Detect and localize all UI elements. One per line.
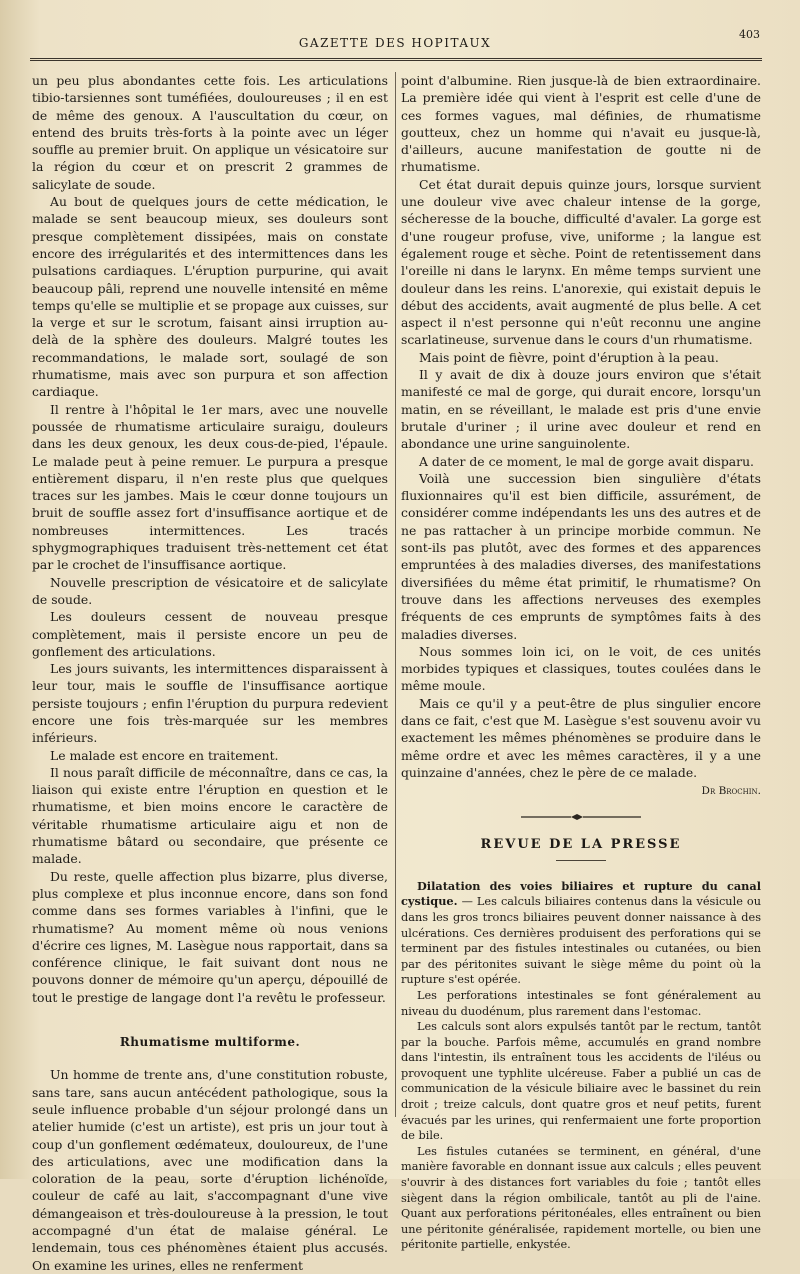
review-section-title: REVUE DE LA PRESSE (480, 837, 682, 853)
right-column (401, 72, 761, 1253)
paragraph: Les douleurs cessent de nouveau presque complètement, mais il persiste encore un peu de gonflement des articulations. (32, 609, 388, 659)
paragraph: Au bout de quelques jours de cette médication, le malade se sent beaucoup mieux, ses douleurs sont presque complètement dissipées, mais on constate encore des irrégularités et des intermittences dans les pulsations cardiaques. L'éruption purpurine, qui avait beaucoup pâli, reprend une nouvelle intensité en même temps qu'elle se multiplie et se propage aux cuisses, sur la verge et sur le scrotum, faisant ainsi irruption au-delà de la sphère des douleurs. Malgré toutes les recommandations, le malade sort, soulagé de son rhumatisme, mais avec son purpura et son affection cardiaque. (32, 194, 388, 400)
spacer (32, 1006, 388, 1018)
paragraph: Il nous paraît difficile de méconnaître, dans ce cas, la liaison qui existe entre l'éruption en question et le rhumatisme, et bien moins encore le caractère de véritable rhumatisme articulaire aigu et non de rhumatisme bâtard ou secondaire, que présente ce malade. (32, 764, 388, 867)
paragraph: — Les calculs biliaires contenus dans la vésicule ou dans les gros troncs biliaires peuvent donner naissance à des ulcérations. Ces dernières produisent des perforations qui se terminent par des fistules intestinales ou cutanées, ou bien par des péritonites suivant le siège même du point où la rupture s'est opérée. (401, 895, 761, 987)
paragraph: Nous sommes loin ici, on le voit, de ces unités morbides typiques et classiques, toutes coulées dans le même moule. (401, 643, 761, 694)
header-rule (30, 58, 762, 61)
author-signature: Dr Brochin. (701, 785, 761, 798)
paragraph: Du reste, quelle affection plus bizarre, plus diverse, plus complexe et plus inconnue encore, dans son fond comme dans ses formes variables à l'infini, que le rhumatisme? Au moment même où nous venions d'écrire ces lignes, M. Lasègue nous rapportait, dans sa conférence clinique, le fait suivant dont nous ne pouvons donner de mémoire qu'un aperçu, dépouillé de tout le prestige de langage dont l'a revêtu le professeur. (32, 868, 388, 1005)
column-divider (395, 72, 396, 1117)
paragraph: Les fistules cutanées se terminent, en général, d'une manière favorable en donnant issue aux calculs ; elles peuvent s'ouvrir à des distances fort variables du foie ; tantôt elles siègent dans la région ombilicale, tantôt au pli de l'aine. Quant aux perforations péritonéales, elles entraînent ou bien une péritonite généralisée, rapidement mortelle, ou bien une péritonite partielle, enkystée. (401, 1144, 761, 1252)
paragraph: un peu plus abondantes cette fois. Les articulations tibio-tarsiennes sont tuméfiées, douloureuses ; il en est de même des genoux. A l'auscultation du cœur, on entend des bruits très-forts à la pointe avec un léger souffle au premier bruit. On applique un vésicatoire sur la région du cœur et on prescrit 2 grammes de salicylate de soude. (32, 73, 388, 192)
publication-title: GAZETTE DES HOPITAUX (298, 36, 492, 50)
article-title: Dilatation des voies biliaires et rupture du canal cystique. (401, 878, 761, 909)
paragraph: Il rentre à l'hôpital le 1er mars, avec une nouvelle poussée de rhumatisme articulaire suraigu, douleurs dans les deux genoux, les deux cous-de-pied, l'épaule. Le malade peut à peine remuer. Le purpura a presque entièrement disparu, il n'en reste plus que quelques traces sur les jambes. Mais le cœur donne toujours un bruit de souffle assez fort d'insuffisance aortique et de nombreuses intermittences. Les tracés sphygmographiques traduisent très-nettement cet état par le crochet de l'insuffisance aortique. (32, 401, 388, 573)
paragraph: Mais point de fièvre, point d'éruption à la peau. (419, 349, 719, 365)
article-body (401, 879, 761, 1253)
paragraph: Les calculs sont alors expulsés tantôt par le rectum, tantôt par la bouche. Parfois même, accumulés en grand nombre dans l'intestin, ils entraînent tous les accidents de l'iléus ou provoquent une typhlite ulcéreuse. Faber a publié un cas de communication de la vésicule biliaire avec le bassinet du rein droit ; treize calculs, dont quatre gros et neuf petits, furent évacués par les urines, qui renfermaient une forte proportion de bile. (401, 1020, 761, 1143)
paragraph: Le malade est encore en traitement. (50, 747, 279, 763)
section-title: Rhumatisme multiforme. (119, 1035, 301, 1050)
paragraph: Il y avait de dix à douze jours environ que s'était manifesté ce mal de gorge, qui durait encore, lorsqu'un matin, en se réveillant, le malade est pris d'une envie brutale d'uriner ; il urine avec douleur et rend en abondance une urine sanguinolente. (401, 367, 761, 452)
paragraph: Les jours suivants, les intermittences disparaissent à leur tour, mais le souffle de l'insuffisance aortique persiste toujours ; enfin l'éruption du purpura redevient encore une fois très-marquée sur les membres inférieurs. (32, 661, 388, 746)
paragraph: Voilà une succession bien singulière d'états fluxionnaires qu'il est bien difficile, assurément, de considérer comme indépendants les uns des autres et de ne pas rattacher à un principe morbide commun. Ne sont-ils pas plutôt, avec des formes et des apparences empruntées à des maladies diverses, des manifestations diversifiées du même état primitif, le rhumatisme? On trouve dans les affections nerveuses des exemples fréquents de ces emprunts de symptômes faits à des maladies diverses. (401, 470, 761, 642)
paragraph: A dater de ce moment, le mal de gorge avait disparu. (419, 453, 754, 469)
page-number: 403 (739, 28, 760, 41)
paragraph: Cet état durait depuis quinze jours, lorsque survient une douleur vive avec chaleur intense de la gorge, sécheresse de la bouche, difficulté d'avaler. La gorge est d'une rougeur profuse, vive, uniforme ; la langue est également rouge et sèche. Point de retentissement dans l'oreille ni dans le larynx. En même temps survient une douleur dans les reins. L'anorexie, qui existait depuis le début des accidents, avait augmenté de plus belle. A cet aspect il n'est personne qui n'eût reconnu une angine scarlatineuse, survenue dans le cours d'un rhumatisme. (401, 176, 761, 348)
paragraph: point d'albumine. Rien jusque-là de bien extraordinaire. La première idée qui vient à l'esprit est celle d'une de ces formes vagues, mal définies, de rhumatisme goutteux, chez un homme qui n'avait eu jusque-là, d'ailleurs, aucune manifestation de goutte ni de rhumatisme. (401, 73, 761, 175)
paragraph: Un homme de trente ans, d'une constitution robuste, sans tare, sans aucun antécédent pathologique, sous la seule influence probable d'un séjour prolongé dans un atelier humide (c'est un artiste), est pris un jour tout à coup d'un gonflement œdémateux, douloureux, de l'une des articulations, avec une modification dans la coloration de la peau, sorte d'éruption lichénoïde, couleur de café au lait, s'accompagnant d'une vive démangeaison et très-douloureuse à la pression, le tout accompagné d'un état de malaise général. Le lendemain, tous ces phénomènes étaient plus accusés. On examine les urines, elles ne renferment (32, 1067, 388, 1273)
paragraph: Les perforations intestinales se font généralement au niveau du duodénum, plus rarement dans l'estomac. (401, 988, 761, 1018)
paragraph: Mais ce qu'il y a peut-être de plus singulier encore dans ce fait, c'est que M. Lasègue s'est souvenu avoir vu exactement les mêmes phénomènes se produire dans le même ordre et avec les mêmes caractères, il y a une quinzaine d'années, chez le père de ce malade. (401, 695, 761, 780)
left-column (32, 72, 388, 1274)
paragraph: Nouvelle prescription de vésicatoire et de salicylate de soude. (32, 574, 388, 607)
review-rule (556, 860, 606, 861)
ornament-divider (521, 812, 641, 822)
page-header (30, 28, 760, 54)
